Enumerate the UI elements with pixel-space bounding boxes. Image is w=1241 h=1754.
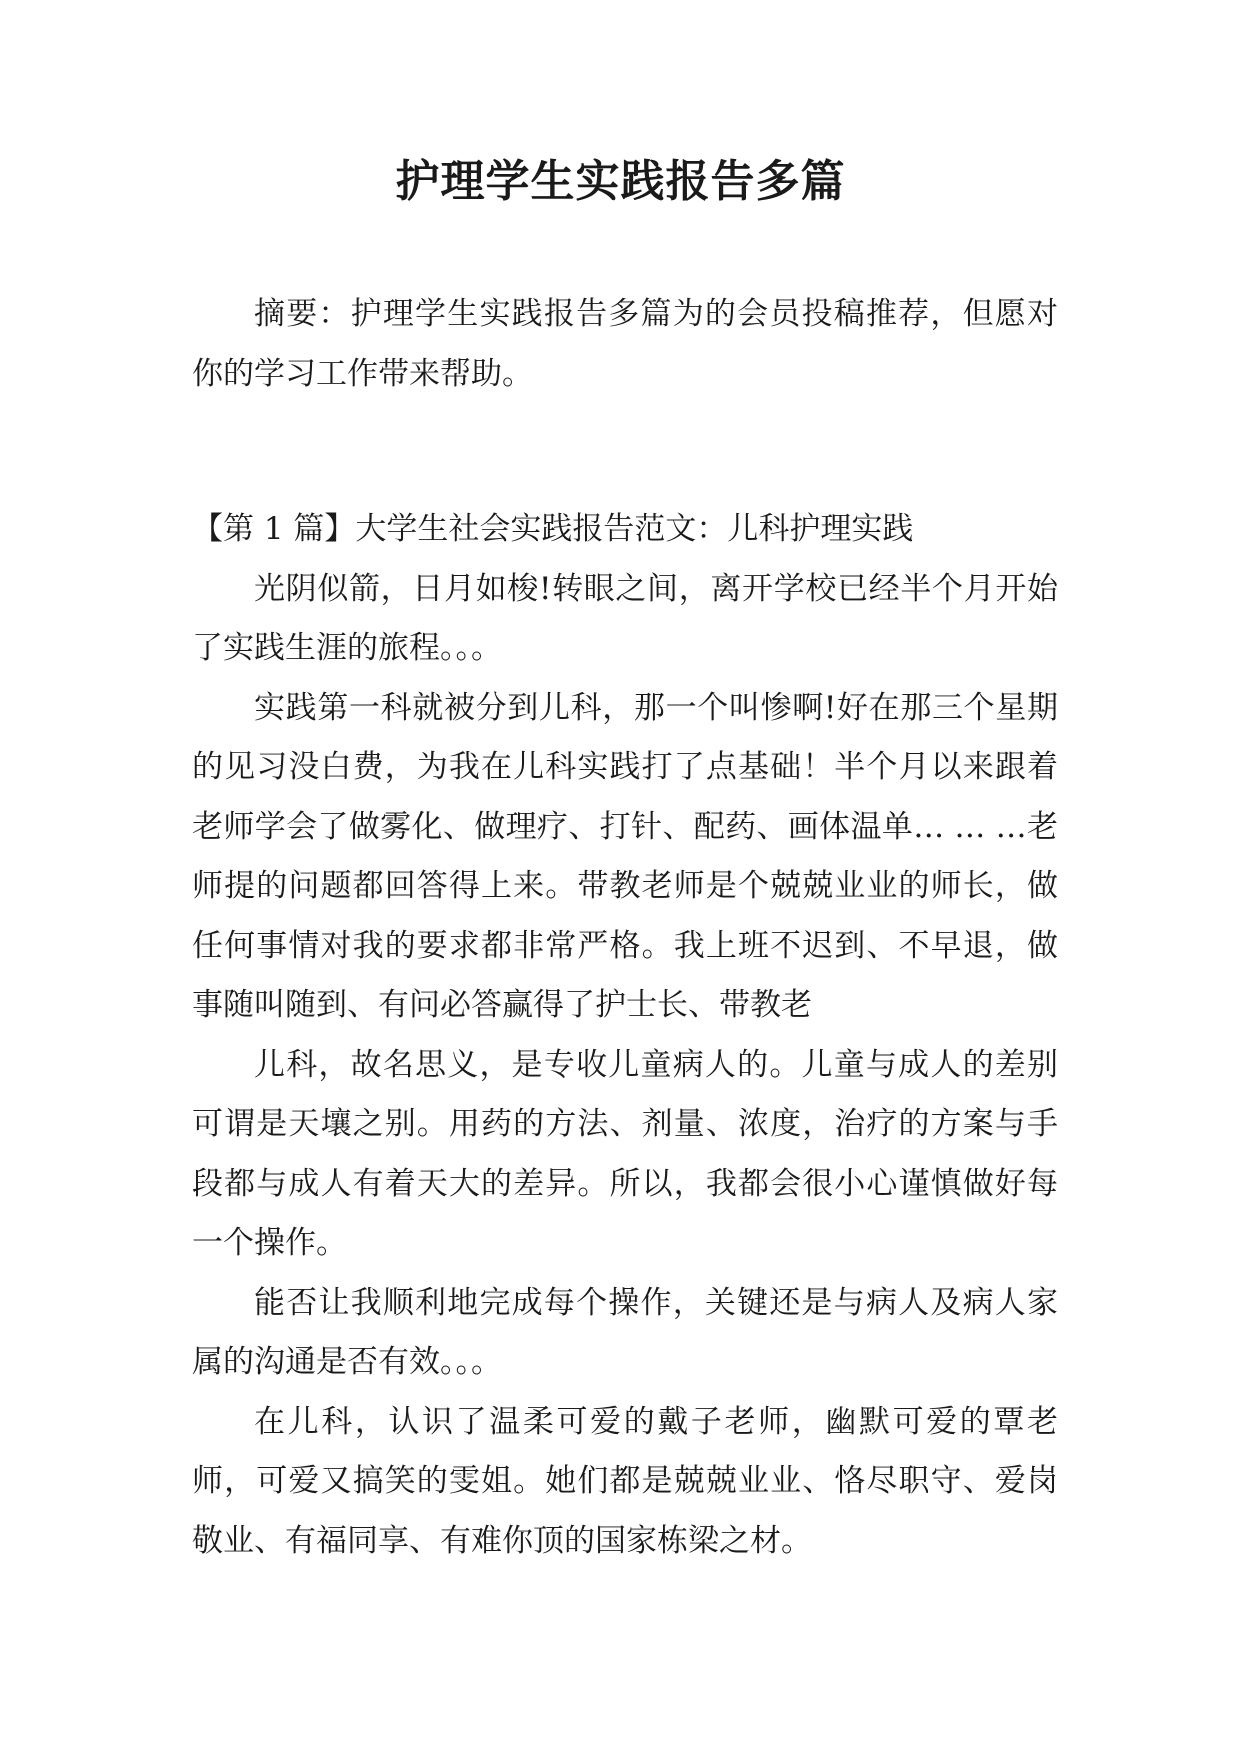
body-paragraph-3: 儿科，故名思义，是专收儿童病人的。儿童与成人的差别可谓是天壤之别。用药的方法、剂量、浓度，治疗的方案与手段都与成人有着天大的差异。所以，我都会很小心谨慎做好每一个操作。 [192,1046,1058,1261]
document-title: 护理学生实践报告多篇 [395,156,846,207]
body-paragraph-5: 在儿科，认识了温柔可爱的戴子老师，幽默可爱的覃老师，可爱又搞笑的雯姐。她们都是兢兢业业、恪尽职守、爱岗敬业、有福同享、有难你顶的国家栋梁之材。 [192,1403,1058,1559]
body-paragraph-4: 能否让我顺利地完成每个操作，关键还是与病人及病人家属的沟通是否有效。。。 [192,1284,1058,1380]
abstract-paragraph: 摘要：护理学生实践报告多篇为的会员投稿推荐，但愿对你的学习工作带来帮助。 [192,296,1058,392]
section-heading: 【第 1 篇】大学生社会实践报告范文：儿科护理实践 [192,511,914,547]
document-body [192,285,1058,1571]
body-paragraph-1: 光阴似箭，日月如梭!转眼之间，离开学校已经半个月开始了实践生涯的旅程。。。 [192,570,1058,666]
body-paragraph-2: 实践第一科就被分到儿科，那一个叫惨啊!好在那三个星期的见习没白费，为我在儿科实践打了点基础！半个月以来跟着老师学会了做雾化、做理疗、打针、配药、画体温单… … …老师提的问题都回答得上来。带教老师是个兢兢业业的师长，做任何事情对我的要求都非常严格。我上班不迟到、不早退，做事随叫随到、有问必答赢得了护士长、带教老 [192,689,1058,1023]
